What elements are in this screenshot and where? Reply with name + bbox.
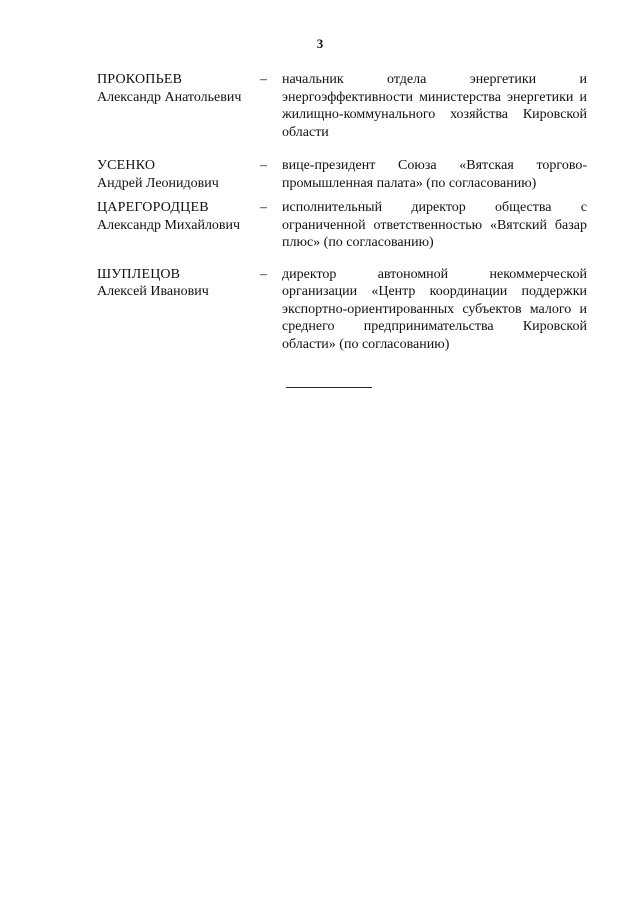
member-name: [97, 199, 260, 234]
member-given-names: Андрей Леонидович: [97, 175, 219, 191]
member-list: [97, 71, 587, 353]
member-name: [97, 157, 260, 192]
member-given-names: Александр Анатольевич: [97, 89, 242, 105]
member-dash: –: [260, 158, 267, 173]
page-number: 3: [316, 36, 324, 51]
closing-rule: [286, 387, 372, 388]
member-position: директор автономной некоммерческой организации «Центр координации поддержки экспортно-ориентированных субъектов малого и среднего предпринимательства Кировской области» (по согласованию): [282, 266, 587, 352]
member-position: вице-президент Союза «Вятская торгово-промышленная палата» (по согласованию): [282, 158, 587, 191]
member-entry: [97, 199, 587, 252]
member-given-names: Алексей Иванович: [97, 284, 209, 299]
member-surname: УСЕНКО: [97, 158, 156, 173]
member-surname: ШУПЛЕЦОВ: [97, 266, 181, 282]
member-dash: –: [260, 266, 267, 282]
member-name: [97, 266, 260, 301]
member-given-names: Александр Михайлович: [97, 217, 241, 233]
member-name: [97, 71, 260, 106]
member-dash: –: [260, 200, 267, 215]
member-surname: ЦАРЕГОРОДЦЕВ: [97, 200, 209, 215]
member-dash: –: [260, 72, 267, 87]
member-entry: [97, 71, 587, 141]
member-entry: [97, 157, 587, 192]
member-entry: [97, 266, 587, 354]
member-position: исполнительный директор общества с ограниченной ответственностью «Вятский базар плюс» (по согласованию): [282, 200, 587, 250]
member-surname: ПРОКОПЬЕВ: [97, 72, 183, 87]
member-position: начальник отдела энергетики и энергоэффективности министерства энергетики и жилищно-коммунального хозяйства Кировской области: [282, 72, 587, 140]
